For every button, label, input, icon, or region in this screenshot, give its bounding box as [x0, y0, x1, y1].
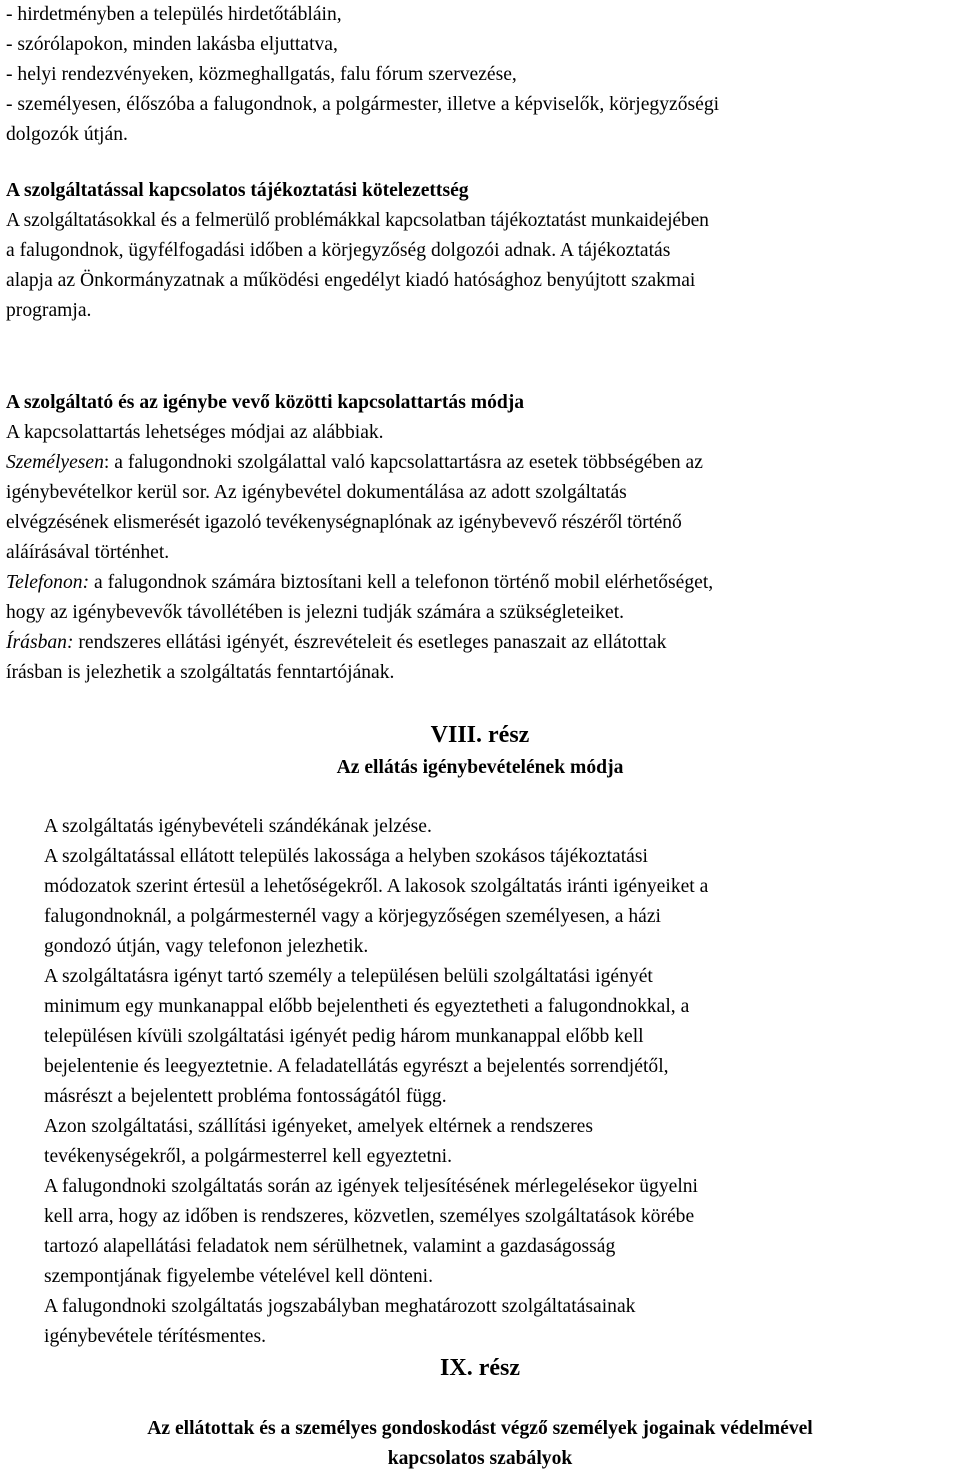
written-label: Írásban:: [6, 632, 74, 653]
paragraph-line: a falugondnok, ügyfélfogadási időben a körjegyzőség dolgozói adnak. A tájékoztatás: [6, 240, 671, 261]
list-item: - személyesen, élőszóba a falugondnok, a polgármester, illetve a képviselők, körjegyzőségi: [6, 94, 720, 115]
personal-label: Személyesen: [6, 452, 104, 473]
paragraph-line: A szolgáltatással ellátott település lakossága a helyben szokásos tájékoztatási: [44, 846, 648, 867]
part-viii-heading: [6, 720, 954, 750]
part-number: IX. rész: [440, 1355, 520, 1381]
part-title: kapcsolatos szabályok: [387, 1448, 573, 1469]
paragraph-line: [6, 568, 954, 598]
paragraph-line: igénybevételkor kerül sor. Az igénybevétel dokumentálása az adott szolgáltatás: [6, 482, 627, 503]
part-number: VIII. rész: [430, 722, 530, 748]
contact-section: [6, 388, 954, 688]
section-heading: A szolgáltatással kapcsolatos tájékoztatási kötelezettség: [6, 180, 469, 201]
paragraph-line: A szolgáltatásokkal és a felmerülő problémákkal kapcsolatban tájékoztatást munkaidejében: [6, 210, 709, 231]
intro-list: [6, 0, 954, 150]
paragraph-line: elvégzésének elismerését igazoló tevékenységnaplónak az igénybevevő részéről történő: [6, 512, 682, 533]
paragraph-line: írásban is jelezhetik a szolgáltatás fenntartójának.: [6, 662, 395, 683]
paragraph-line: bejelentenie és leegyeztetnie. A feladatellátás egyrészt a bejelentés sorrendjétől,: [44, 1056, 669, 1077]
paragraph-line: A szolgáltatásra igényt tartó személy a településen belüli szolgáltatási igényét: [44, 966, 653, 987]
phone-label: Telefonon:: [6, 572, 90, 593]
part-title: Az ellátás igénybevételének módja: [336, 757, 624, 778]
info-section: [6, 176, 954, 326]
paragraph-line: másrészt a bejelentett probléma fontosságától függ.: [44, 1086, 447, 1107]
paragraph-line: falugondnoknál, a polgármesternél vagy a körjegyzőségen személyesen, a házi: [44, 906, 661, 927]
part-ix-heading: [6, 1353, 954, 1383]
paragraph-line: [6, 448, 954, 478]
paragraph-line: hogy az igénybevevők távollétében is jelezni tudják számára a szükségleteiket.: [6, 602, 625, 623]
phone-text: a falugondnok számára biztosítani kell a telefonon történő mobil elérhetőséget,: [89, 572, 714, 593]
paragraph-line: aláírásával történhet.: [6, 542, 170, 563]
personal-text: : a falugondnoki szolgálattal való kapcsolattartásra az esetek többségében az: [103, 452, 703, 473]
list-item: - helyi rendezvényeken, közmeghallgatás, falu fórum szervezése,: [6, 64, 517, 85]
list-item: - szórólapokon, minden lakásba eljuttatva,: [6, 34, 338, 55]
paragraph-line: tevékenységekről, a polgármesterrel kell egyeztetni.: [44, 1146, 453, 1167]
paragraph-line: településen kívüli szolgáltatási igényét pedig három munkanappal előbb kell: [44, 1026, 644, 1047]
paragraph-line: A szolgáltatás igénybevételi szándékának jelzése.: [44, 816, 432, 837]
paragraph-line: A kapcsolattartás lehetséges módjai az alábbiak.: [6, 422, 384, 443]
paragraph-line: szempontjának figyelembe vételével kell dönteni.: [44, 1266, 434, 1287]
part-title: Az ellátottak és a személyes gondoskodást végző személyek jogainak védelmével: [147, 1418, 813, 1439]
paragraph-line: minimum egy munkanappal előbb bejelentheti és egyeztetheti a falugondnokkal, a: [44, 996, 690, 1017]
paragraph-line: igénybevétele térítésmentes.: [44, 1326, 266, 1347]
part-viii-body: [44, 812, 946, 1352]
section-heading: A szolgáltató és az igénybe vevő közötti kapcsolattartás módja: [6, 392, 525, 413]
paragraph-line: alapja az Önkormányzatnak a működési engedélyt kiadó hatósághoz benyújtott szakmai: [6, 270, 696, 291]
paragraph-line: Azon szolgáltatási, szállítási igényeket, amelyek eltérnek a rendszeres: [44, 1116, 593, 1137]
paragraph-line: tartozó alapellátási feladatok nem sérülhetnek, valamint a gazdaságosság: [44, 1236, 616, 1257]
paragraph-line: gondozó útján, vagy telefonon jelezhetik.: [44, 936, 369, 957]
part-viii-title: [6, 753, 954, 783]
list-item: dolgozók útján.: [6, 124, 128, 145]
paragraph-line: A falugondnoki szolgáltatás során az igények teljesítésének mérlegelésekor ügyelni: [44, 1176, 698, 1197]
part-ix-title: [6, 1414, 954, 1474]
paragraph-line: [6, 628, 954, 658]
paragraph-line: programja.: [6, 300, 92, 321]
paragraph-line: kell arra, hogy az időben is rendszeres, közvetlen, személyes szolgáltatások körébe: [44, 1206, 695, 1227]
list-item: - hirdetményben a település hirdetőtábláin,: [6, 4, 342, 25]
written-text: rendszeres ellátási igényét, észrevételeit és esetleges panaszait az ellátottak: [73, 632, 667, 653]
paragraph-line: A falugondnoki szolgáltatás jogszabályban meghatározott szolgáltatásainak: [44, 1296, 636, 1317]
paragraph-line: módozatok szerint értesül a lehetőségekről. A lakosok szolgáltatás iránti igényeiket a: [44, 876, 709, 897]
